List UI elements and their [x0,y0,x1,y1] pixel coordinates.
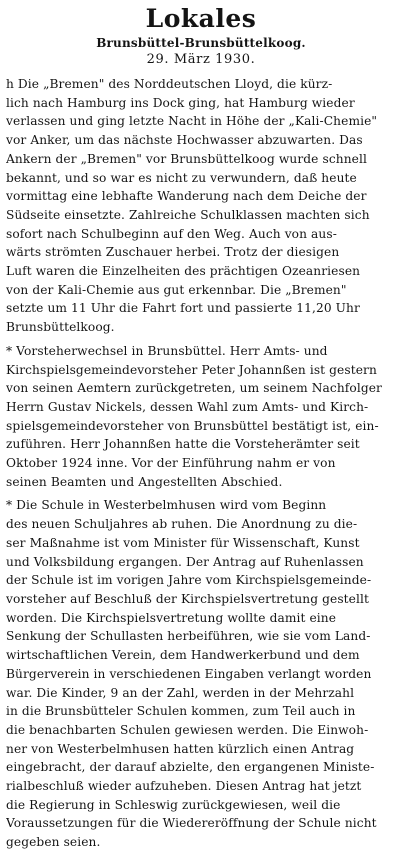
article-line: setzte um 11 Uhr die Fahrt fort und passierte 11,20 Uhr [6,301,360,316]
article-line: Luft waren die Einzelheiten des prächtigen Ozeanriesen [6,264,361,279]
article-line: wärts strömten Zuschauer herbei. Trotz der diesigen [6,245,340,260]
article-line: vormittag eine lebhafte Wanderung nach dem Deiche der [6,189,367,204]
article-line: h Die „Bremen" des Norddeutschen Lloyd, die kürz- [6,77,333,91]
article-line: worden. Die Kirchspielsvertretung wollte damit eine [6,610,337,625]
article-line: rialbeschluß wieder aufzuheben. Diesen Antrag hat jetzt [6,779,362,794]
article-line: * Die Schule in Westerbelmhusen wird vom Beginn [6,498,327,513]
article-line: Kirchspielsgemeindevorsteher Peter Johannßen ist gestern [6,362,377,377]
article-line: Oktober 1924 inne. Vor der Einführung nahm er von [6,456,336,471]
article-line: von der Kali-Chemie aus gut erkennbar. Die „Bremen" [6,282,347,297]
section-title: Lokales [145,4,257,33]
article-line: verlassen und ging letzte Nacht in Höhe der „Kali-Chemie" [6,114,378,129]
article-line: die Regierung in Schleswig zurückgewiesen, weil die [6,797,341,812]
article-line: Ankern der „Bremen" vor Brunsbüttelkoog wurde schnell [6,151,367,166]
article-line: Südseite einsetzte. Zahlreiche Schulklassen machten sich [6,207,370,222]
article-line: war. Die Kinder, 9 an der Zahl, werden in der Mehrzahl [6,685,355,700]
article-line: zuführen. Herr Johannßen hatte die Vorsteherämter seit [6,437,360,452]
article-line: eingebracht, der darauf abzielte, den ergangenen Ministe- [6,760,375,775]
article-line: des neuen Schuljahres ab ruhen. Die Anordnung zu die- [6,517,358,532]
article-line: von seinen Aemtern zurückgetreten, um seinem Nachfolger [6,381,382,396]
article-line: Voraussetzungen für die Wiedereröffnung der Schule nicht [6,816,377,831]
article-line: ser Maßnahme ist vom Minister für Wissenschaft, Kunst [6,535,360,550]
article-line: sofort nach Schulbeginn auf den Weg. Auch von aus- [6,226,337,241]
article-line: Bürgerverein in verschiedenen Eingaben verlangt worden [6,666,372,681]
article-line: lich nach Hamburg ins Dock ging, hat Hamburg wieder [6,95,355,110]
article-paragraph [6,75,396,337]
article-line: spielsgemeindevorsteher von Brunsbüttel bestätigt ist, ein- [6,418,379,433]
article-paragraph [6,342,396,492]
article-line: vor Anker, um das nächste Hochwasser abzuwarten. Das [6,133,363,148]
article-line: in die Brunsbütteler Schulen kommen, zum Teil auch in [6,704,356,719]
article-line: * Vorsteherwechsel in Brunsbüttel. Herr Amts- und [6,343,328,358]
article-line: Brunsbüttelkoog. [6,320,115,335]
article-paragraph [6,496,396,851]
article-line: und Volksbildung ergangen. Der Antrag auf Ruhenlassen [6,554,364,569]
article-line: seinen Beamten und Angestellten Abschied. [6,474,283,489]
articles-container [6,75,396,852]
article-line: gegeben seien. [6,835,101,850]
article-line: bekannt, und so war es nicht zu verwundern, daß heute [6,170,357,185]
article-line: der Schule ist im vorigen Jahre vom Kirchspielsgemeinde- [6,573,372,588]
dateline-place: Brunsbüttel-Brunsbüttelkoog. [96,36,306,50]
article-line: wirtschaftlichen Verein, dem Handwerkerbund und dem [6,648,360,663]
article-line: Herrn Gustav Nickels, dessen Wahl zum Amts- und Kirch- [6,399,369,414]
article-line: vorsteher auf Beschluß der Kirchspielsvertretung gestellt [6,591,369,606]
article-line: Senkung der Schullasten herbeiführen, wie sie vom Land- [6,629,371,644]
dateline-date: 29. März 1930. [146,52,256,67]
article-line: ner von Westerbelmhusen hatten kürzlich einen Antrag [6,741,355,756]
article-line: die benachbarten Schulen gewiesen werden. Die Einwoh- [6,722,369,737]
